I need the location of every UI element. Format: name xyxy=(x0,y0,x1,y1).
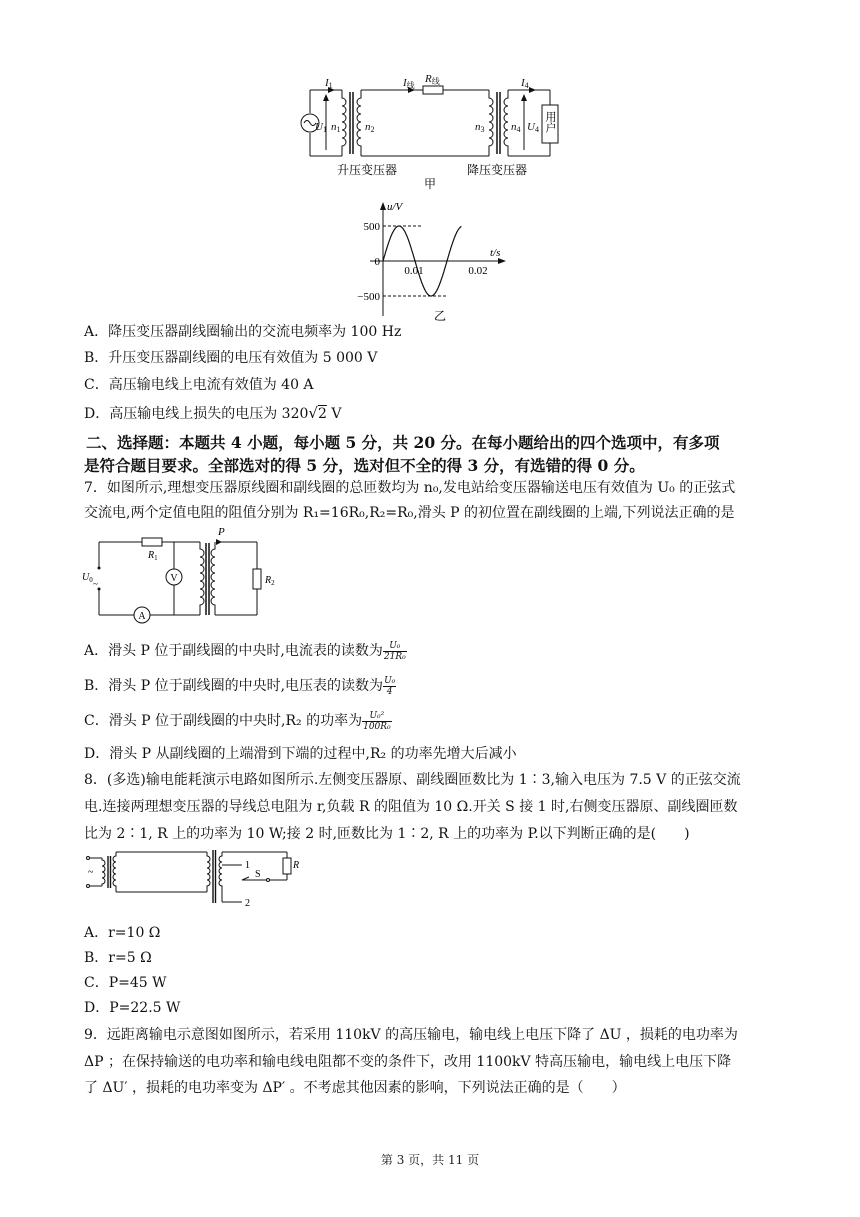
q7-stem-line2: 交流电,两个定值电阻的阻值分别为 R₁=16R₀,R₂=R₀,滑头 P 的初位置在副线圈的上端,下列说法正确的是 xyxy=(84,505,735,521)
tick-0: 0 xyxy=(374,256,380,268)
q7-option-c: C．滑头 P 位于副线圈的中央时,R₂ 的功率为 $\frac{\text{U₀²}}{\text{100R₀}}$ xyxy=(84,710,391,732)
svg-text:n2: n2 xyxy=(365,121,375,134)
q9-stem-line1: 9．远距离输电示意图如图所示，若采用 110kV 的高压输电，输电线上电压下降了 ΔU ，损耗的电功率为 xyxy=(84,1027,738,1043)
q8-option-b: B．r=5 Ω xyxy=(84,950,152,966)
voltage-sine-chart xyxy=(340,196,520,321)
q8-demo-circuit xyxy=(82,848,307,908)
q8-stem-line1: 8．(多选)输电能耗演示电路如图所示.左侧变压器原、副线圈匝数比为 1∶3,输入电压为 7.5 V 的正弦交流 xyxy=(84,772,741,788)
svg-text:R线: R线 xyxy=(425,73,440,86)
user-label: 用户 xyxy=(544,111,556,133)
svg-text:A: A xyxy=(138,611,146,622)
q9-stem-line2: ΔP ；在保持输送的电功率和输电线电阻都不变的条件下，改用 1100kV 特高压输电，输电线上电压下降 xyxy=(84,1054,732,1070)
step-down-label: 降压变压器 xyxy=(466,163,528,177)
q8-option-c: C．P=45 W xyxy=(84,975,167,991)
q6-option-c: C．高压输电线上电流有效值为 40 A xyxy=(84,377,314,393)
tick-001: 0.01 xyxy=(404,265,424,277)
fig1-caption: 甲 xyxy=(423,177,437,190)
svg-text:U4: U4 xyxy=(527,121,539,134)
q7-option-a: A．滑头 P 位于副线圈的中央时,电流表的读数为 $\frac{\text{U₀}}{\text{21R₀}}$ xyxy=(84,640,406,662)
q6-option-a: A．降压变压器副线圈输出的交流电频率为 100 Hz xyxy=(84,324,402,340)
page-footer: 第 3 页，共 11 页 xyxy=(380,1153,480,1167)
q7-stem-line1: 7．如图所示,理想变压器原线圈和副线圈的总匝数均为 n₀,发电站给变压器输送电压有效值为 U₀ 的正弦式 xyxy=(84,480,736,496)
svg-text:~: ~ xyxy=(88,867,94,878)
q7-transformer-circuit xyxy=(82,525,282,625)
q8-stem-line3: 比为 2∶1, R 上的功率为 10 W;接 2 时,匝数比为 1∶2, R 上的功率为 P.以下判断正确的是( ) xyxy=(84,826,690,842)
svg-text:n1: n1 xyxy=(331,121,341,134)
q8-option-d: D．P=22.5 W xyxy=(84,1000,181,1016)
q6-option-d: D．高压输电线上损失的电压为 320√2 V xyxy=(84,404,342,422)
r2-resistor-icon xyxy=(253,569,261,589)
q7-option-b: B．滑头 P 位于副线圈的中央时,电压表的读数为 $\frac{\text{U₀}}{4}$ xyxy=(84,675,396,697)
q6-option-b: B．升压变压器副线圈的电压有效值为 5 000 V xyxy=(84,350,378,366)
x-axis-label: t/s xyxy=(490,247,501,259)
slider-p-icon xyxy=(216,539,222,545)
section2-heading-line1: 二、选择题：本题共 4 小题，每小题 5 分，共 20 分。在每小题给出的四个选项中，有多项 xyxy=(86,433,720,452)
svg-text:I1: I1 xyxy=(325,77,333,90)
q8-stem-line2: 电.连接两理想变压器的导线总电阻为 r,负载 R 的阻值为 10 Ω.开关 S 接 1 时,右侧变压器原、副线圈匝数 xyxy=(84,799,738,815)
q7-option-d: D．滑头 P 从副线圈的上端滑到下端的过程中,R₂ 的功率先增大后减小 xyxy=(84,746,517,762)
svg-text:R2: $R_2$ xyxy=(265,575,275,587)
svg-text:I线: I线 xyxy=(403,77,415,90)
svg-text:1: 1 xyxy=(245,860,250,871)
y-axis-label: u/V xyxy=(387,201,403,213)
svg-text:U0: $U_0$ xyxy=(82,572,93,584)
svg-text:S: S xyxy=(255,869,261,880)
line-resistor-icon xyxy=(423,86,443,94)
svg-text:n4: n4 xyxy=(511,121,521,134)
svg-text:R: R xyxy=(293,860,300,871)
svg-text:U1: U1 xyxy=(315,121,327,134)
q8-option-a: A．r=10 Ω xyxy=(84,925,161,941)
section2-heading-line2: 是符合题目要求。全部选对的得 5 分，选对但不全的得 3 分，有选错的得 0 分。 xyxy=(84,456,645,475)
transmission-circuit-diagram xyxy=(295,70,575,190)
fig2-caption: 乙 xyxy=(433,309,447,321)
svg-text:R1: $R_1$ xyxy=(148,550,158,562)
step-up-label: 升压变压器 xyxy=(336,163,398,177)
svg-text:P: P xyxy=(218,526,225,538)
svg-text:I4: I4 xyxy=(521,77,529,90)
svg-text:~: ~ xyxy=(93,579,98,589)
q9-stem-line3: 了 ΔU′ ，损耗的电功率变为 ΔP′ 。不考虑其他因素的影响，下列说法正确的是（ ） xyxy=(84,1080,626,1096)
svg-text:n3: n3 xyxy=(475,121,485,134)
r1-resistor-icon xyxy=(142,538,162,546)
q8-r-resistor-icon xyxy=(283,858,291,874)
svg-text:V: V xyxy=(170,573,178,584)
tick-002: 0.02 xyxy=(468,265,488,277)
svg-text:2: 2 xyxy=(245,898,250,908)
tick-500: 500 xyxy=(363,221,380,233)
tick-neg500: −500 xyxy=(357,291,380,303)
